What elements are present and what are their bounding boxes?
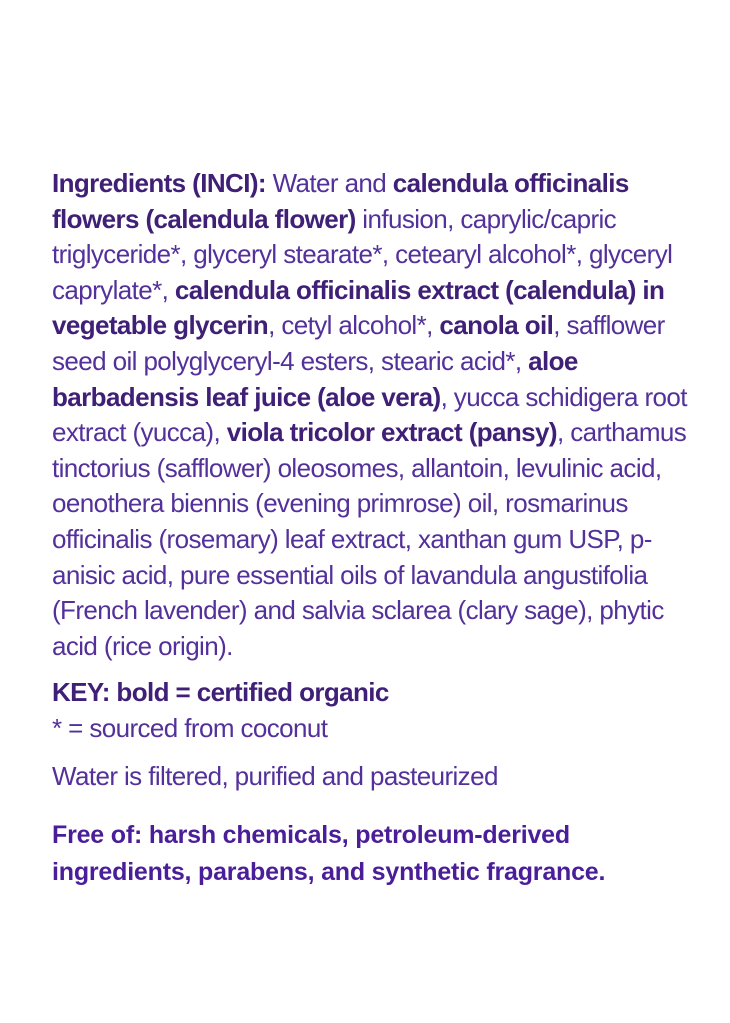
free-of-statement xyxy=(52,817,692,891)
bold-text-segment: calendula officinalis flowers (calendula flower) xyxy=(52,168,629,234)
bold-text-segment: Free of: harsh chemicals, petroleum-derived ingredients, parabens, and synthetic fragrance. xyxy=(52,821,606,887)
text-segment: , carthamus tinctorius (safflower) oleosomes, allantoin, levulinic acid, oenothera biennis (evening primrose) oil, rosmarinus officinalis (rosemary) leaf extract, xanthan gum USP, p-anisic acid, pure essential oils of lavandula angustifolia (French lavender) and salvia sclarea (clary sage), phytic acid (rice origin). xyxy=(52,417,687,661)
text-segment: infusion, caprylic/capric triglyceride*, glyceryl stearate*, cetearyl alcohol*, glyceryl caprylate*, xyxy=(52,203,673,305)
text-segment: , cetyl alcohol*, xyxy=(268,310,440,341)
bold-text-segment: aloe barbadensis leaf juice (aloe vera) xyxy=(52,345,578,412)
text-segment: , safflower seed oil polyglyceryl-4 esters, stearic acid*, xyxy=(52,310,665,376)
text-segment: Water and xyxy=(272,168,393,198)
bold-text-segment: canola oil xyxy=(439,310,554,341)
bold-text-segment: viola tricolor extract (pansy) xyxy=(226,417,557,448)
bold-text-segment: Ingredients (INCI): xyxy=(52,168,273,198)
text-segment: * = sourced from coconut xyxy=(52,712,328,743)
water-note xyxy=(52,759,694,795)
bold-text-segment: KEY: bold = certified organic xyxy=(52,677,389,708)
key-legend-bold-line xyxy=(52,675,694,711)
key-legend-asterisk-line xyxy=(52,711,694,747)
text-segment: Water is filtered, purified and pasteurized xyxy=(52,760,498,791)
text-segment: , yucca schidigera root extract (yucca), xyxy=(52,381,687,448)
ingredients-paragraph xyxy=(52,166,694,664)
bold-text-segment: calendula officinalis extract (calendula) in vegetable glycerin xyxy=(52,274,665,341)
